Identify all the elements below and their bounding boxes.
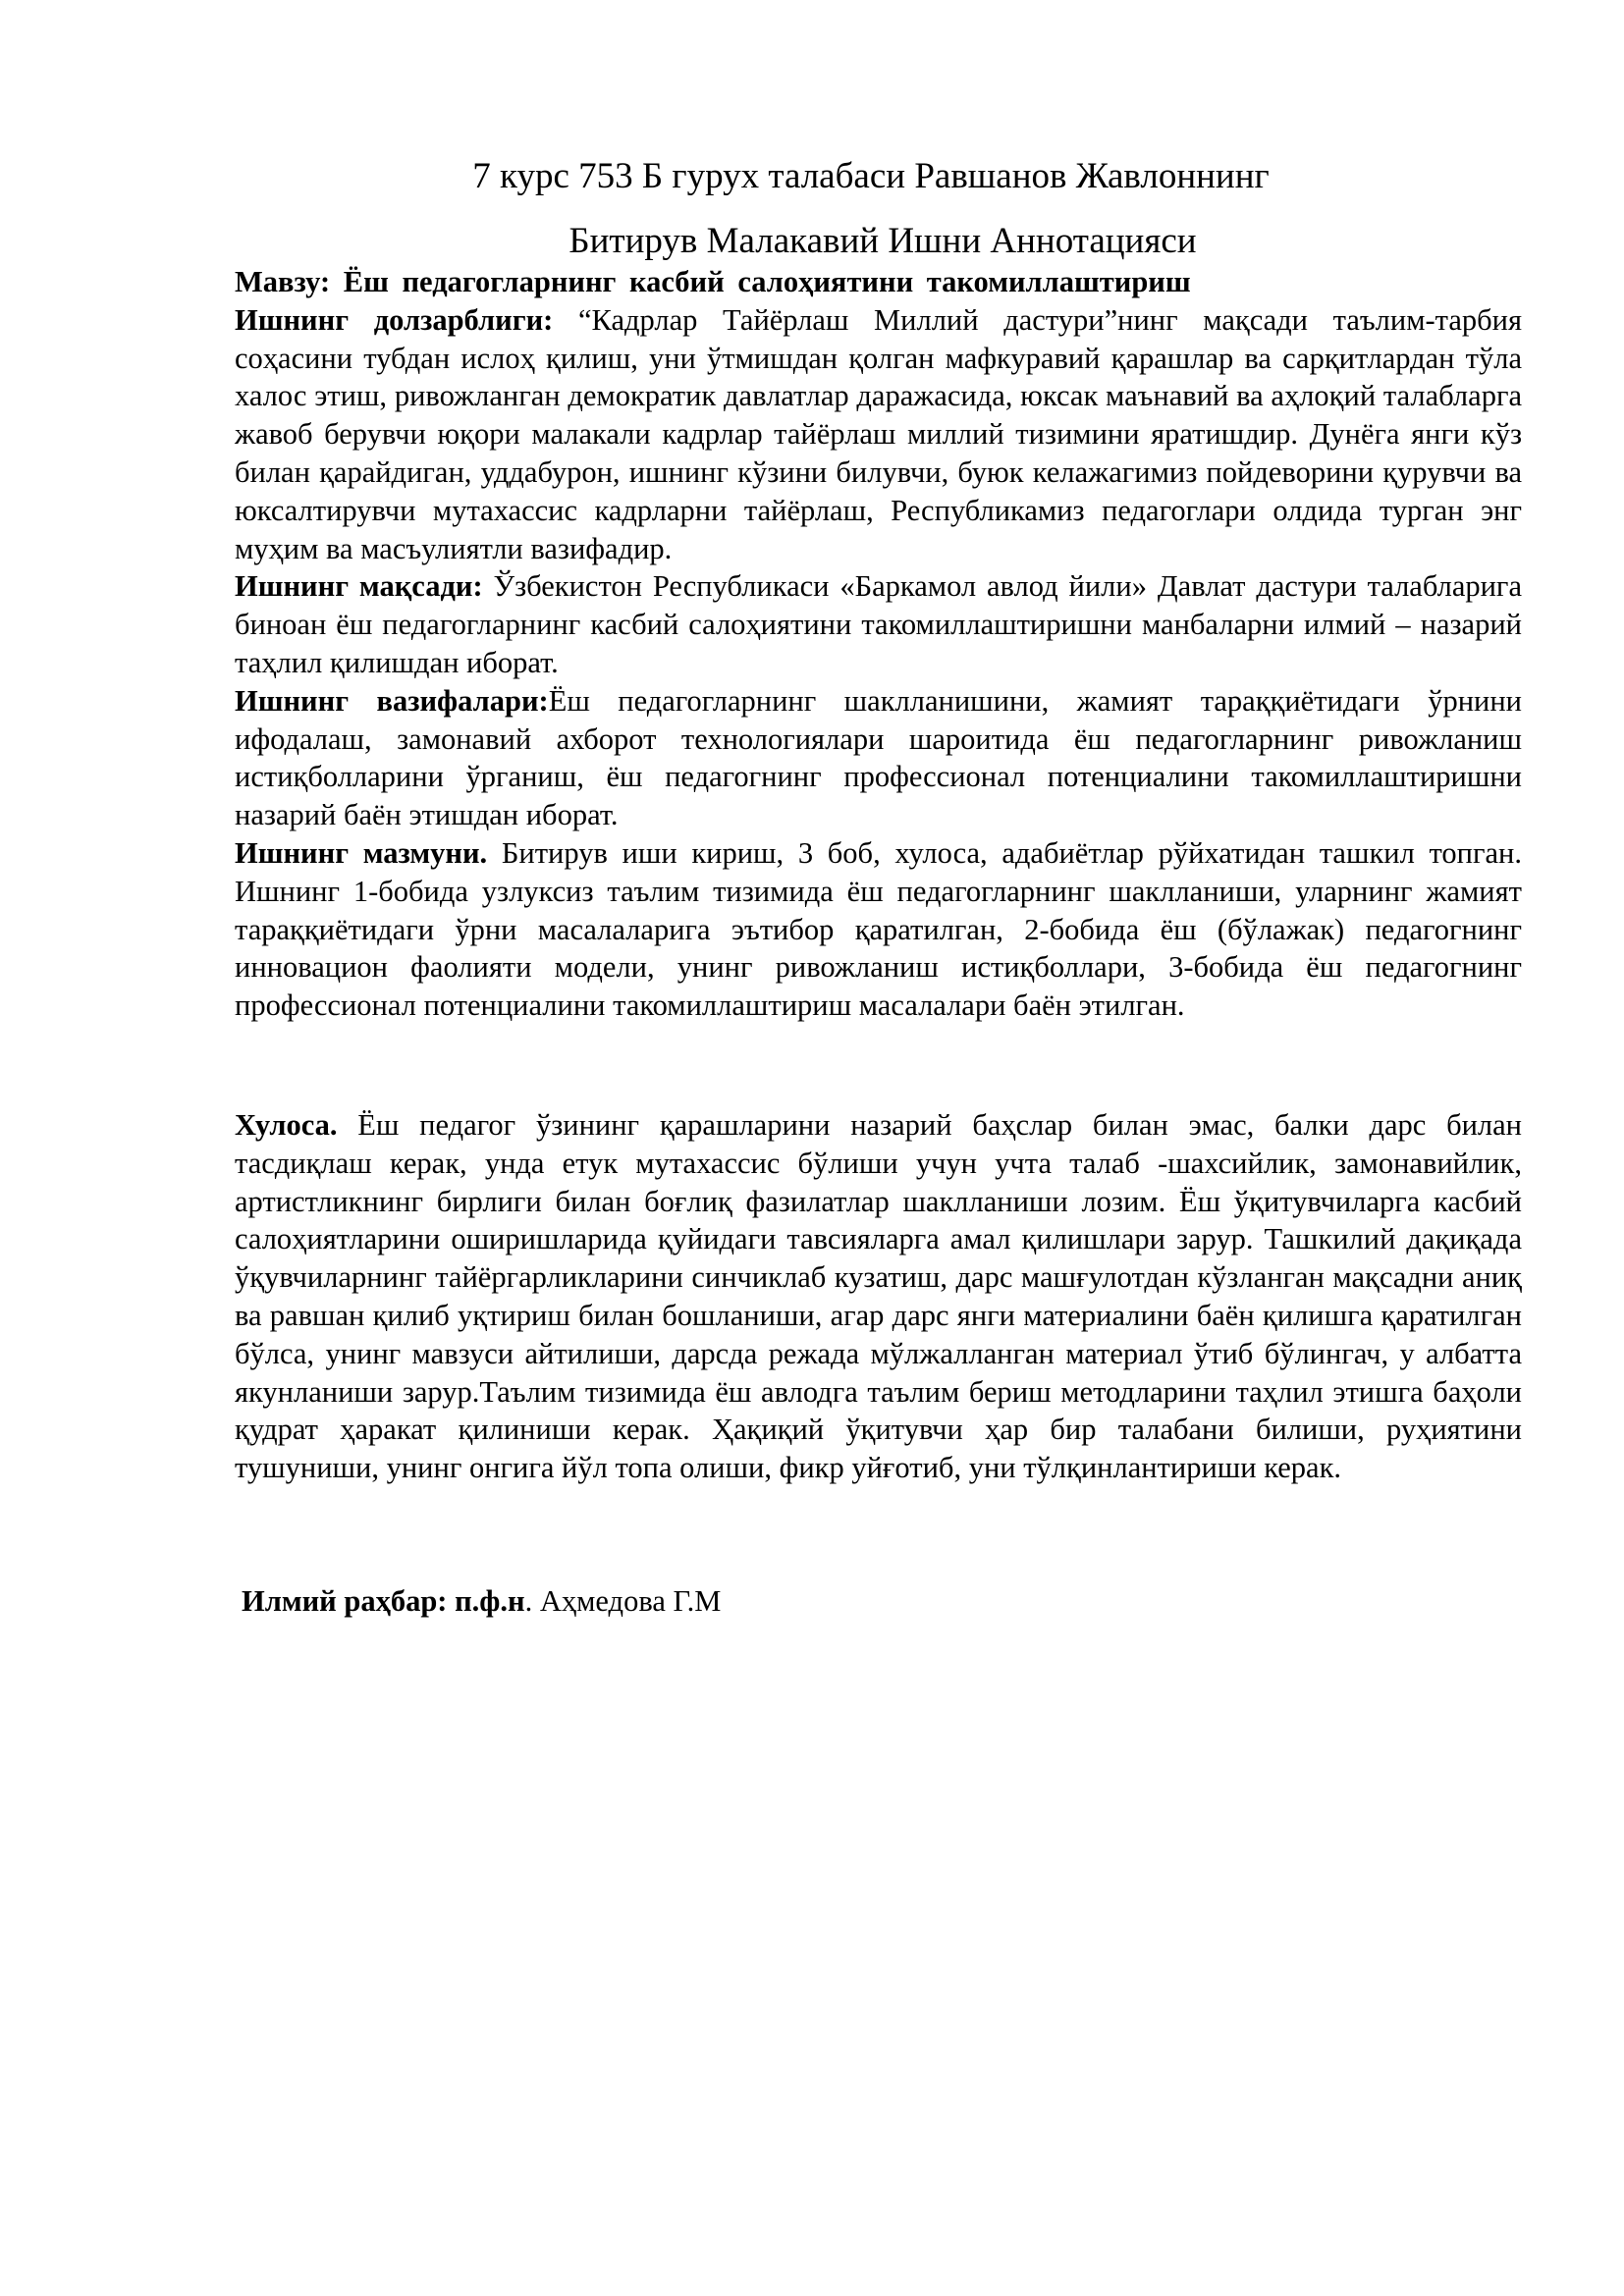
content-text: Битирув иши кириш, 3 боб, хулоса, адабиётлар рўйхатидан ташкил топган. Ишнинг 1-бобида узлуксиз таълим тизимида ёш педагогларнинг шаклланиши, уларнинг жамият тараққиётидаги ўрни масалаларига эътибор қаратилган, 2-бобида ёш (бўлажак) педагогнинг инновацион фаолияти модели, унинг ривожланиш истиқболлари, 3-бобида ёш педагогнинг профессионал потенциалини такомиллаштириш масалалари баён этилган. (235, 835, 1522, 1023)
topic-label: Мавзу: (235, 265, 331, 298)
relevance-text: “Кадрлар Тайёрлаш Миллий дастури”нинг мақсади таълим-тарбия соҳасини тубдан ислоҳ қилиш, уни ўтмишдан қолган мафкуравий қарашлар ва сарқитлардан тўла халос этиш, ривожланган демократик давлатлар даражасида, юксак маънавий ва аҳлоқий талабларга жавоб берувчи юқори малакали кадрлар тайёрлаш миллий тизимини яратишдир. Дунёга янги кўз билан қарайдиган, уддабурон, ишнинг кўзини билувчи, буюк келажагимиз пойдеворини қурувчи ва юксалтирувчи мутахассис кадрларни тайёрлаш, Республикамиз педагоглари олдида турган энг муҳим ва масъулиятли вазифадир. (235, 302, 1523, 565)
supervisor-line (242, 1582, 721, 1620)
content-paragraph (235, 834, 1522, 1025)
topic-paragraph (235, 263, 1522, 301)
topic-text: Ёш педагогларнинг касбий салоҳиятини такомиллаштириш (343, 265, 1191, 298)
supervisor-name: . Аҳмедова Г.М (524, 1584, 722, 1618)
conclusion-block (235, 1106, 1522, 1487)
goal-label: Ишнинг мақсади: (235, 569, 483, 604)
document-title-line-1: 7 курс 753 Б гурух талабаси Равшанов Жавлоннинг (472, 156, 1270, 196)
tasks-text: Ёш педагогларнинг шаклланишини, жамият тараққиётидаги ўрнини ифодалаш, замонавий ахборот технологиялари шароитида ёш педагогларнинг ривожланиш истиқболларини ўрганиш, ёш педагогнинг профессионал потенциалини такомиллаштиришни назарий баён этишдан иборат. (235, 683, 1522, 832)
document-title-line-2: Битирув Малакавий Ишни Аннотацияси (568, 221, 1197, 261)
conclusion-paragraph (235, 1106, 1522, 1487)
annotation-main-block (235, 263, 1522, 1025)
supervisor-label: Илмий раҳбар: п.ф.н (242, 1584, 525, 1618)
goal-paragraph (235, 567, 1522, 681)
goal-text: Ўзбекистон Республикаси «Баркамол авлод йили» Давлат дастури талабларига биноан ёш педагогларнинг касбий салоҳиятини такомиллаштиришни манбаларни илмий – назарий таҳлил қилишдан иборат. (235, 569, 1522, 679)
tasks-paragraph (235, 682, 1522, 834)
conclusion-label: Хулоса. (235, 1108, 338, 1142)
content-label: Ишнинг мазмуни. (235, 835, 488, 870)
conclusion-text: Ёш педагог ўзининг қарашларини назарий баҳслар билан эмас, балки дарс билан тасдиқлаш керак, унда етук мутахассис бўлиши учун учта талаб -шахсийлик, замонавийлик, артистликнинг бирлиги билан боғлиқ фазилатлар шаклланиши лозим. Ёш ўқитувчиларга касбий салоҳиятларини оширишларида қуйидаги тавсияларга амал қилишлари зарур. Ташкилий дақиқада ўқувчиларнинг тайёргарликларини синчиклаб кузатиш, дарс машғулотдан кўзланган мақсадни аниқ ва равшан қилиб уқтириш билан бошланиши, агар дарс янги материалини баён қилишга қаратилган бўлса, унинг мавзуси айтилиши, дарсда режада мўлжалланган материал ўтиб бўлингач, у албатта якунланиши зарур.Таълим тизимида ёш авлодга таълим бериш методларини таҳлил этишга баҳоли қудрат ҳаракат қилиниши керак. Ҳақиқий ўқитувчи ҳар бир талабани билиши, руҳиятини тушуниши, унинг онгига йўл топа олиши, фикр уйғотиб, уни тўлқинлантириши керак. (235, 1108, 1522, 1485)
relevance-paragraph (235, 301, 1522, 568)
relevance-label: Ишнинг долзарблиги: (235, 302, 554, 337)
tasks-label: Ишнинг вазифалари: (235, 683, 549, 718)
